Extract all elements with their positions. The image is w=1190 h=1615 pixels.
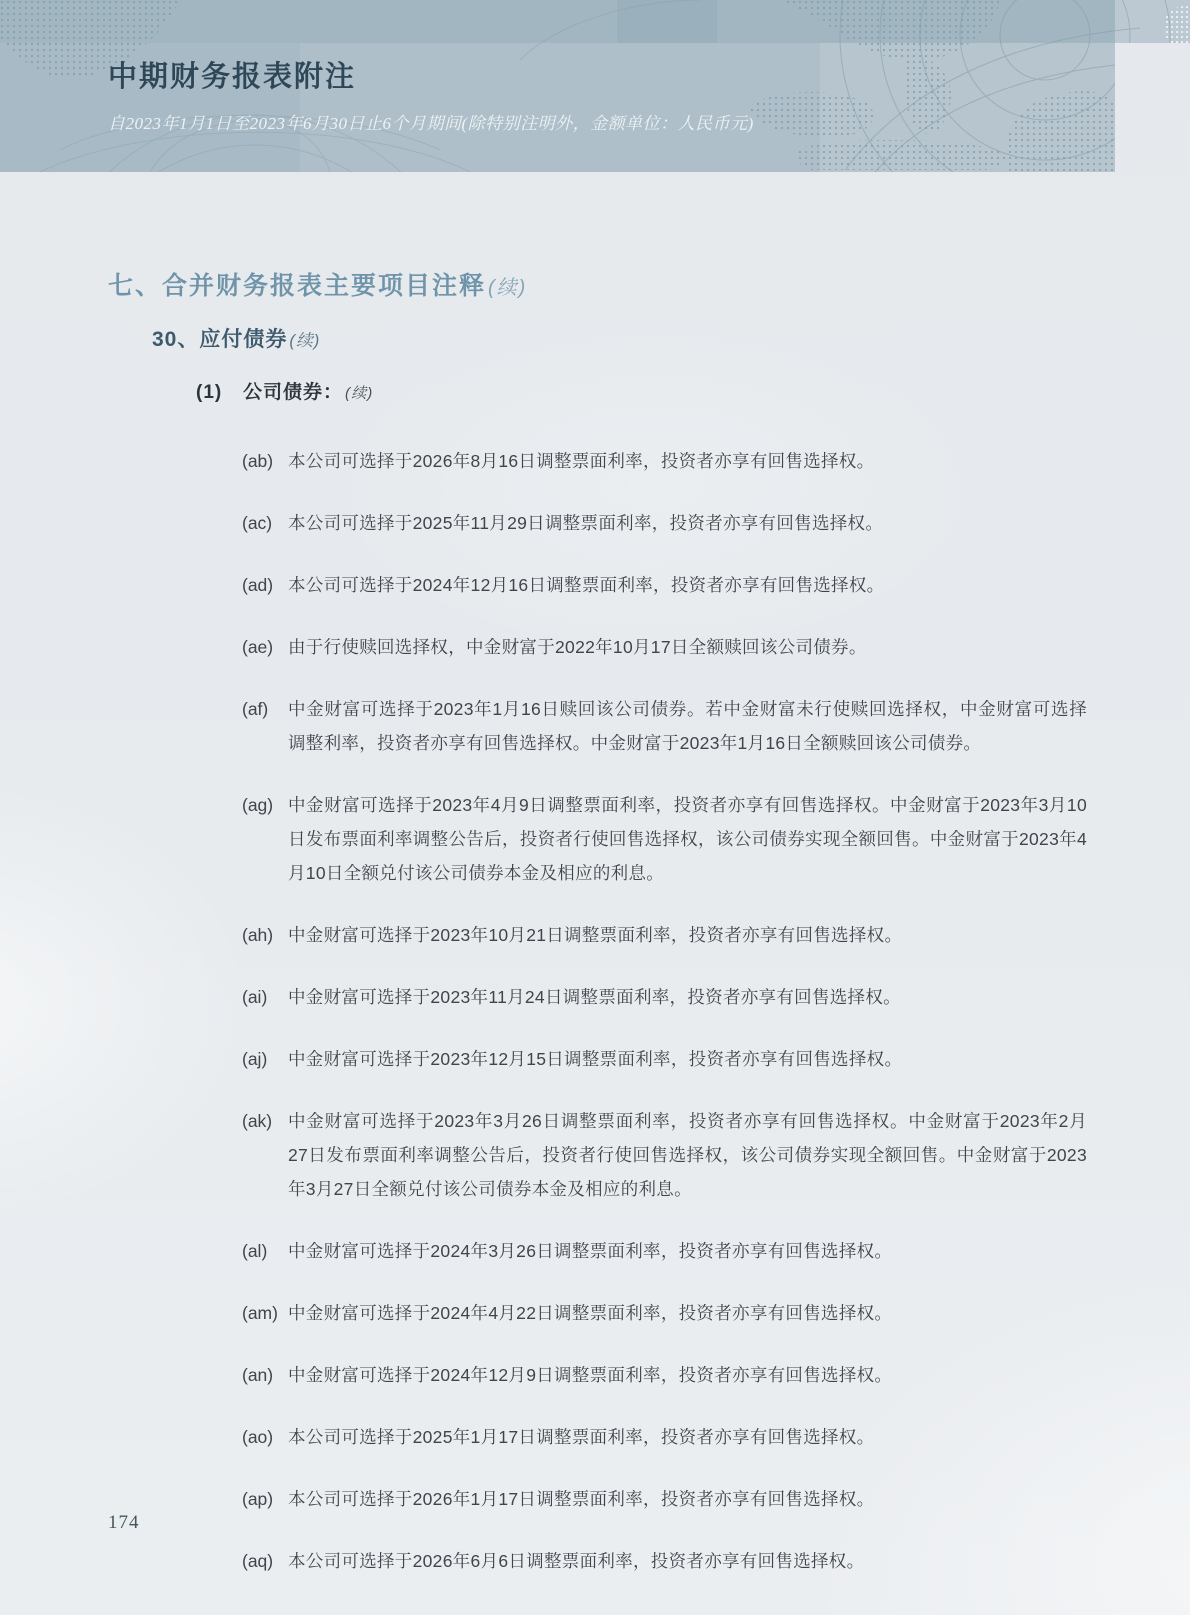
subsection-continued-marker: (续) (289, 331, 321, 350)
item-text: 本公司可选择于2024年12月16日调整票面利率，投资者亦享有回售选择权。 (288, 575, 885, 595)
bond-note-item (242, 918, 1087, 952)
document-title: 中期财务报表附注 (108, 61, 357, 93)
item-label: (ae) (242, 637, 274, 657)
item-label: (ao) (242, 1427, 274, 1447)
item-label: (aq) (242, 1551, 274, 1571)
item-label: (ag) (242, 795, 274, 815)
item-text: 中金财富可选择于2023年12月15日调整票面利率，投资者亦享有回售选择权。 (288, 1049, 903, 1069)
bond-note-item (242, 630, 1087, 664)
subsection-heading (152, 323, 1190, 353)
group-continued-marker: (续) (345, 385, 374, 402)
section-title: 七、合并财务报表主要项目注释 (108, 272, 487, 300)
item-text: 中金财富可选择于2023年4月9日调整票面利率，投资者亦享有回售选择权。中金财富于2023年3月10日发布票面利率调整公告后，投资者行使回售选择权，该公司债券实现全额回售。中金财富于2023年4月10日全额兑付该公司债券本金及相应的利息。 (288, 795, 1087, 883)
bond-note-item (242, 568, 1087, 602)
item-text: 中金财富可选择于2023年3月26日调整票面利率，投资者亦享有回售选择权。中金财富于2023年2月27日发布票面利率调整公告后，投资者行使回售选择权，该公司债券实现全额回售。中金财富于2023年3月27日全额兑付该公司债券本金及相应的利息。 (288, 1111, 1087, 1199)
item-label: (ai) (242, 987, 268, 1007)
item-label: (ak) (242, 1111, 273, 1131)
page-header-banner (0, 0, 1190, 172)
document-body (0, 266, 1190, 1578)
bond-note-item (242, 692, 1087, 760)
item-label: (am) (242, 1303, 278, 1323)
item-text: 中金财富可选择于2024年3月26日调整票面利率，投资者亦享有回售选择权。 (288, 1241, 893, 1261)
bond-note-item (242, 1544, 1087, 1578)
document-subtitle: 自2023年1月1日至2023年6月30日止6个月期间(除特别注明外，金额单位：人民币元) (108, 114, 754, 133)
bond-note-item (242, 1234, 1087, 1268)
item-label: (af) (242, 699, 269, 719)
item-label: (an) (242, 1365, 274, 1385)
item-text: 本公司可选择于2026年6月6日调整票面利率，投资者亦享有回售选择权。 (288, 1551, 865, 1571)
bond-note-item (242, 506, 1087, 540)
item-text: 本公司可选择于2025年1月17日调整票面利率，投资者亦享有回售选择权。 (288, 1427, 875, 1447)
item-label: (ad) (242, 575, 274, 595)
bond-note-item (242, 1482, 1087, 1516)
item-label: (ap) (242, 1489, 274, 1509)
item-text: 本公司可选择于2026年8月16日调整票面利率，投资者亦享有回售选择权。 (288, 451, 875, 471)
item-group-heading (196, 377, 1190, 404)
item-label: (aj) (242, 1049, 268, 1069)
section-heading (108, 266, 1190, 302)
item-text: 中金财富可选择于2024年12月9日调整票面利率，投资者亦享有回售选择权。 (288, 1365, 893, 1385)
bond-note-item (242, 1296, 1087, 1330)
item-text: 中金财富可选择于2024年4月22日调整票面利率，投资者亦享有回售选择权。 (288, 1303, 893, 1323)
item-text: 由于行使赎回选择权，中金财富于2022年10月17日全额赎回该公司债券。 (288, 637, 867, 657)
bond-note-item (242, 1420, 1087, 1454)
item-text: 本公司可选择于2025年11月29日调整票面利率，投资者亦享有回售选择权。 (288, 513, 884, 533)
group-title: 公司债券： (243, 382, 344, 403)
bond-note-item (242, 444, 1087, 478)
item-label: (ab) (242, 451, 274, 471)
bond-note-item (242, 980, 1087, 1014)
item-text: 中金财富可选择于2023年1月16日赎回该公司债券。若中金财富未行使赎回选择权，中金财富可选择调整利率，投资者亦享有回售选择权。中金财富于2023年1月16日全额赎回该公司债券。 (288, 699, 1087, 753)
bond-note-list (242, 444, 1087, 1578)
subsection-title: 30、应付债券 (152, 328, 288, 351)
section-continued-marker: (续) (488, 277, 528, 299)
item-label: (ah) (242, 925, 274, 945)
banner-text-block (108, 54, 754, 134)
item-text: 中金财富可选择于2023年11月24日调整票面利率，投资者亦享有回售选择权。 (288, 987, 901, 1007)
item-label: (al) (242, 1241, 268, 1261)
page-number: 174 (108, 1512, 140, 1533)
group-number: (1) (196, 382, 223, 403)
bond-note-item (242, 1358, 1087, 1392)
bond-note-item (242, 788, 1087, 890)
bond-note-item (242, 1042, 1087, 1076)
item-text: 中金财富可选择于2023年10月21日调整票面利率，投资者亦享有回售选择权。 (288, 925, 903, 945)
item-text: 本公司可选择于2026年1月17日调整票面利率，投资者亦享有回售选择权。 (288, 1489, 875, 1509)
item-label: (ac) (242, 513, 273, 533)
bond-note-item (242, 1104, 1087, 1206)
